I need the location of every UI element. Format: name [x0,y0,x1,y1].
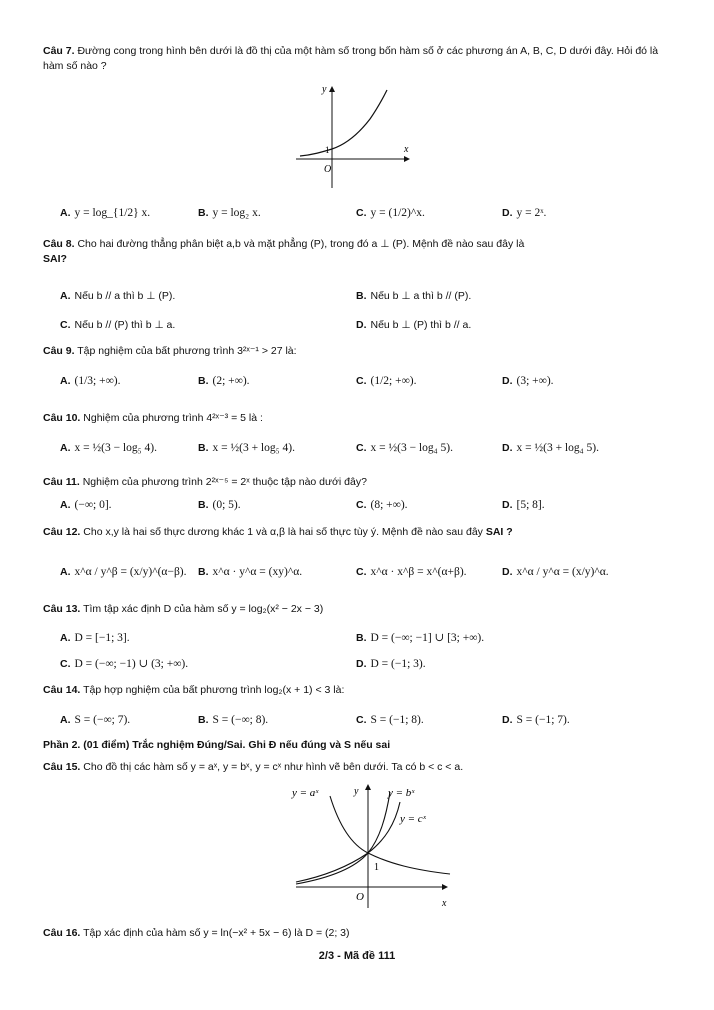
q8-options-row2 [60,316,672,334]
option-d[interactable]: D. S = (−1; 7). [502,714,570,726]
option-a[interactable]: A. (−∞; 0]. [60,499,112,511]
option-b[interactable]: B. x = ½(3 + log₅ 4). [198,442,295,454]
option-b[interactable]: B. D = (−∞; −1] ∪ [3; +∞). [356,632,485,644]
option-c[interactable]: C. D = (−∞; −1) ∪ (3; +∞). [60,658,189,670]
option-b[interactable]: B. y = log₂ x. [198,207,261,219]
option-c[interactable]: C. S = (−1; 8). [356,714,424,726]
option-a[interactable]: A. Nếu b // a thì b ⊥ (P). [60,290,176,302]
option-b[interactable]: B. x^α · y^α = (xy)^α. [198,566,303,578]
question-text: Nghiệm của phương trình 2²ˣ⁻⁵ = 2ˣ thuộc tập nào dưới đây? [82,476,367,488]
y-axis-label: y [354,786,359,797]
option-a[interactable]: A. (1/3; +∞). [60,375,121,387]
q14-options [60,711,672,729]
section-2-heading: Phần 2. (01 điểm) Trắc nghiệm Đúng/Sai. Ghi Đ nếu đúng và S nếu sai [43,739,391,751]
option-b[interactable]: B. (2; +∞). [198,375,250,387]
option-d[interactable]: D. D = (−1; 3). [356,658,426,670]
option-a[interactable]: A. x^α / y^β = (x/y)^(α−β). [60,566,187,578]
q8-options-row1 [60,287,672,305]
question-13: Câu 13. Tìm tập xác định D của hàm số y = log₂(x² − 2x − 3) [43,603,324,615]
question-16: Câu 16. Tập xác định của hàm số y = ln(−x² + 5x − 6) là D = (2; 3) [43,927,350,939]
question-7 [43,44,673,74]
x-axis-label: x [404,144,409,155]
option-d[interactable]: D. [5; 8]. [502,499,545,511]
option-c[interactable]: C. x^α · x^β = x^(α+β). [356,566,467,578]
option-d[interactable]: D. x = ½(3 + log₄ 5). [502,442,599,454]
label-b-curve: y = bˣ [388,787,415,799]
question-text: Đường cong trong hình bên dưới là đồ thị của một hàm số trong bốn hàm số ở các phương án A, B, C, D dưới đây. Hỏi đó là hàm số nào ? [43,45,659,72]
question-text: Cho hai đường thẳng phân biệt a,b và mặt phẳng (P), trong đó a ⊥ (P). Mệnh đề nào sau đây là [77,238,525,250]
y-axis-label: y [322,84,327,95]
label-a-curve: y = aˣ [292,787,319,799]
option-c[interactable]: C. (1/2; +∞). [356,375,417,387]
option-d[interactable]: D. (3; +∞). [502,375,554,387]
question-10: Câu 10. Nghiệm của phương trình 4²ˣ⁻³ = 5 là : [43,412,263,424]
option-c[interactable]: C. x = ½(3 − log₄ 5). [356,442,453,454]
question-8: Câu 8. Cho hai đường thẳng phân biệt a,b và mặt phẳng (P), trong đó a ⊥ (P). Mệnh đề nào sau đây là SAI? [43,238,525,265]
point-label: 1 [325,145,330,155]
question-text: Tập hợp nghiệm của bất phương trình log₂(x + 1) < 3 là: [83,684,345,696]
question-text: Cho đồ thị các hàm số y = aˣ, y = bˣ, y = cˣ như hình vẽ bên dưới. Ta có b < c < a. [83,761,464,773]
option-d[interactable]: D. y = 2ˣ. [502,207,547,219]
question-text: Nghiệm của phương trình 4²ˣ⁻³ = 5 là : [83,412,263,424]
x-axis-label: x [442,898,447,909]
point-label: 1 [374,862,379,873]
option-b[interactable]: B. (0; 5). [198,499,241,511]
q11-options [60,496,672,514]
q10-options [60,439,672,457]
origin-label: O [324,164,332,175]
option-a[interactable]: A. D = [−1; 3]. [60,632,130,644]
option-c[interactable]: C. Nếu b // (P) thì b ⊥ a. [60,319,176,331]
option-a[interactable]: A. S = (−∞; 7). [60,714,131,726]
q9-options [60,372,672,390]
page-footer: 2/3 - Mã đề 111 [318,950,396,962]
question-12: Câu 12. Cho x,y là hai số thực dương khác 1 và α,β là hai số thực tùy ý. Mệnh đề nào sau đây SAI ? [43,526,513,538]
q12-options [60,563,672,581]
q13-options-row2 [60,655,672,673]
question-9: Câu 9. Tập nghiệm của bất phương trình 3²ˣ⁻¹ > 27 là: [43,345,297,357]
option-b[interactable]: B. Nếu b ⊥ a thì b // (P). [356,290,472,302]
question-text: Cho x,y là hai số thực dương khác 1 và α,β là hai số thực tùy ý. Mệnh đề nào sau đây [83,526,483,538]
question-15: Câu 15. Cho đồ thị các hàm số y = aˣ, y = bˣ, y = cˣ như hình vẽ bên dưới. Ta có b < c < a. [43,761,464,773]
option-c[interactable]: C. y = (1/2)^x. [356,207,425,219]
option-a[interactable]: A. x = ½(3 − log₅ 4). [60,442,157,454]
question-text: Tập nghiệm của bất phương trình 3²ˣ⁻¹ > 27 là: [77,345,297,357]
origin-label: O [356,891,364,903]
option-c[interactable]: C. (8; +∞). [356,499,408,511]
option-a[interactable]: A. y = log_{1/2} x. [60,207,151,219]
question-11: Câu 11. Nghiệm của phương trình 2²ˣ⁻⁵ = 2ˣ thuộc tập nào dưới đây? [43,476,367,488]
q15-exponential-graphs [290,782,460,912]
question-text: Tập xác định của hàm số y = ln(−x² + 5x − 6) là D = (2; 3) [83,927,350,939]
question-14: Câu 14. Tập hợp nghiệm của bất phương trình log₂(x + 1) < 3 là: [43,684,345,696]
label-c-curve: y = cˣ [400,813,426,825]
question-text: Tìm tập xác định D của hàm số y = log₂(x² − 2x − 3) [83,603,324,615]
q7-options [60,204,672,222]
option-d[interactable]: D. x^α / y^α = (x/y)^α. [502,566,609,578]
option-d[interactable]: D. Nếu b ⊥ (P) thì b // a. [356,319,472,331]
q7-exponential-graph [292,84,412,194]
q13-options-row1 [60,629,672,647]
option-b[interactable]: B. S = (−∞; 8). [198,714,269,726]
question-number: Câu 7. [43,45,75,57]
